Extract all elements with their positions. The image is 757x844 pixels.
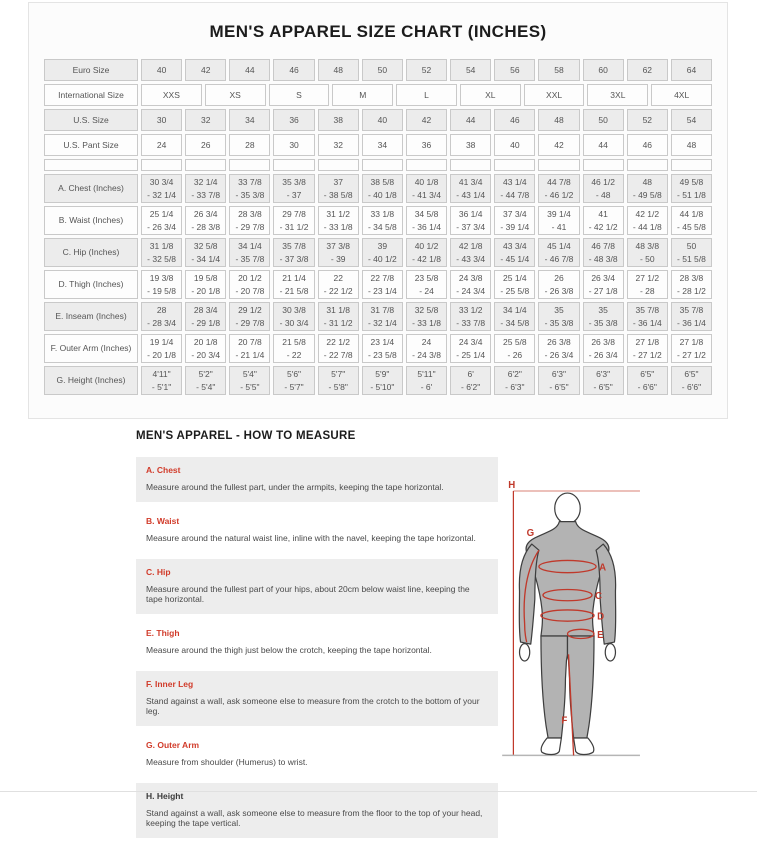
size-cell: 32	[318, 134, 359, 156]
size-cell: 46	[494, 109, 535, 131]
size-range-cell: 28 3/8 - 28 1/2	[671, 270, 712, 299]
size-cell: 38	[450, 134, 491, 156]
size-range-cell: 6'5" - 6'6"	[627, 366, 668, 395]
size-range-cell: 5'9" - 5'10"	[362, 366, 403, 395]
size-cell: 36	[273, 109, 314, 131]
size-range-cell: 24 3/4 - 25 1/4	[450, 334, 491, 363]
table-row	[44, 134, 712, 156]
size-chart-table	[44, 59, 712, 395]
diagram-label-waist: C	[595, 591, 603, 603]
size-range-cell: 26 3/8 - 26 3/4	[583, 334, 624, 363]
empty-cell	[627, 159, 668, 171]
size-range-cell: 41 - 42 1/2	[583, 206, 624, 235]
size-cell: 48	[671, 134, 712, 156]
size-cell: 34	[362, 134, 403, 156]
table-row	[44, 159, 712, 171]
diagram-label-chest: A	[599, 562, 607, 574]
table-row	[44, 270, 712, 299]
size-range-cell: 44 7/8 - 46 1/2	[538, 174, 579, 203]
size-range-cell: 22 - 22 1/2	[318, 270, 359, 299]
size-cell: 38	[318, 109, 359, 131]
size-range-cell: 40 1/8 - 41 3/4	[406, 174, 447, 203]
table-row	[44, 334, 712, 363]
table-row	[44, 59, 712, 81]
table-row	[44, 302, 712, 331]
size-range-cell: 27 1/2 - 28	[627, 270, 668, 299]
size-cell: 34	[229, 109, 270, 131]
size-range-cell: 43 1/4 - 44 7/8	[494, 174, 535, 203]
figure-left-foot	[541, 738, 561, 754]
measure-item-text: Stand against a wall, ask someone else to measure from the crotch to the bottom of your leg.	[146, 696, 480, 716]
size-range-cell: 29 1/2 - 29 7/8	[229, 302, 270, 331]
size-cell: 56	[494, 59, 535, 81]
size-range-cell: 32 5/8 - 34 1/4	[185, 238, 226, 267]
size-range-cell: 25 5/8 - 26	[494, 334, 535, 363]
size-range-cell: 48 3/8 - 50	[627, 238, 668, 267]
size-range-cell: 5'6" - 5'7"	[273, 366, 314, 395]
size-range-cell: 27 1/8 - 27 1/2	[671, 334, 712, 363]
size-cell: 44	[450, 109, 491, 131]
figure-right-foot	[574, 738, 594, 754]
size-range-cell: 42 1/8 - 43 3/4	[450, 238, 491, 267]
measure-item-text: Measure around the natural waist line, inline with the navel, keeping the tape horizontal.	[146, 533, 476, 543]
size-cell: XXS	[141, 84, 202, 106]
size-range-cell: 29 7/8 - 31 1/2	[273, 206, 314, 235]
size-range-cell: 5'2" - 5'4"	[185, 366, 226, 395]
size-cell: 30	[273, 134, 314, 156]
size-cell: 3XL	[587, 84, 648, 106]
size-cell: 60	[583, 59, 624, 81]
size-range-cell: 34 1/4 - 35 7/8	[229, 238, 270, 267]
size-cell: 46	[627, 134, 668, 156]
size-cell: 50	[362, 59, 403, 81]
size-range-cell: 35 3/8 - 37	[273, 174, 314, 203]
size-range-cell: 35 7/8 - 36 1/4	[627, 302, 668, 331]
size-cell: 32	[185, 109, 226, 131]
measure-item-title: G. Outer Arm	[146, 740, 200, 750]
size-cell: 36	[406, 134, 447, 156]
size-range-cell: 31 7/8 - 32 1/4	[362, 302, 403, 331]
row-label: A. Chest (Inches)	[44, 174, 138, 203]
size-range-cell: 32 5/8 - 33 1/8	[406, 302, 447, 331]
size-range-cell: 33 7/8 - 35 3/8	[229, 174, 270, 203]
measure-item	[136, 457, 498, 502]
measure-item-text: Measure around the thigh just below the crotch, keeping the tape horizontal.	[146, 645, 432, 655]
size-cell: XL	[460, 84, 521, 106]
size-range-cell: 50 - 51 5/8	[671, 238, 712, 267]
size-range-cell: 48 - 49 5/8	[627, 174, 668, 203]
size-range-cell: 30 3/8 - 30 3/4	[273, 302, 314, 331]
size-cell: 48	[538, 109, 579, 131]
size-range-cell: 32 1/4 - 33 7/8	[185, 174, 226, 203]
empty-cell	[141, 159, 182, 171]
measure-heading: MEN'S APPAREL - HOW TO MEASURE	[136, 430, 356, 442]
size-range-cell: 42 1/2 - 44 1/8	[627, 206, 668, 235]
size-cell: 40	[141, 59, 182, 81]
size-cell: XXL	[524, 84, 585, 106]
row-label: C. Hip (Inches)	[44, 238, 138, 267]
size-range-cell: 28 - 28 3/4	[141, 302, 182, 331]
page-bottom-divider	[0, 791, 757, 792]
size-range-cell: 49 5/8 - 51 1/8	[671, 174, 712, 203]
size-cell: 48	[318, 59, 359, 81]
size-cell: 64	[671, 59, 712, 81]
size-range-cell: 26 3/4 - 27 1/8	[583, 270, 624, 299]
size-range-cell: 26 3/4 - 28 3/8	[185, 206, 226, 235]
empty-cell	[273, 159, 314, 171]
table-row	[44, 238, 712, 267]
size-range-cell: 5'4" - 5'5"	[229, 366, 270, 395]
size-cell: 46	[273, 59, 314, 81]
size-cell: 42	[406, 109, 447, 131]
size-range-cell: 37 3/8 - 39	[318, 238, 359, 267]
table-row	[44, 206, 712, 235]
size-range-cell: 40 1/2 - 42 1/8	[406, 238, 447, 267]
size-range-cell: 22 1/2 - 22 7/8	[318, 334, 359, 363]
size-range-cell: 25 1/4 - 25 5/8	[494, 270, 535, 299]
size-range-cell: 33 1/8 - 34 5/8	[362, 206, 403, 235]
empty-cell	[318, 159, 359, 171]
size-chart-panel	[28, 2, 728, 419]
size-range-cell: 19 1/4 - 20 1/8	[141, 334, 182, 363]
size-cell: 26	[185, 134, 226, 156]
empty-cell	[583, 159, 624, 171]
body-figure-svg	[494, 460, 642, 767]
size-range-cell: 25 1/4 - 26 3/4	[141, 206, 182, 235]
table-row	[44, 174, 712, 203]
measure-item-text: Measure around the fullest part, under the armpits, keeping the tape horizontal.	[146, 482, 444, 492]
size-range-cell: 37 - 38 5/8	[318, 174, 359, 203]
measure-item-title: A. Chest	[146, 465, 181, 475]
size-cell: 50	[583, 109, 624, 131]
size-range-cell: 34 1/4 - 34 5/8	[494, 302, 535, 331]
size-cell: 28	[229, 134, 270, 156]
empty-cell	[671, 159, 712, 171]
size-range-cell: 6'3" - 6'5"	[583, 366, 624, 395]
size-range-cell: 30 3/4 - 32 1/4	[141, 174, 182, 203]
row-label: U.S. Size	[44, 109, 138, 131]
size-range-cell: 45 1/4 - 46 7/8	[538, 238, 579, 267]
size-cell: S	[269, 84, 330, 106]
empty-cell	[362, 159, 403, 171]
diagram-label-inner-leg: F	[561, 715, 568, 727]
size-cell: M	[332, 84, 393, 106]
measure-item-text: Measure around the fullest part of your hips, about 20cm below waist line, keeping the tape horizontal.	[146, 584, 470, 604]
row-label: G. Height (Inches)	[44, 366, 138, 395]
measure-item-title: F. Inner Leg	[146, 679, 194, 689]
size-range-cell: 22 7/8 - 23 1/4	[362, 270, 403, 299]
body-measurement-diagram	[494, 460, 642, 767]
size-range-cell: 37 3/4 - 39 1/4	[494, 206, 535, 235]
table-row	[44, 109, 712, 131]
page-title: MEN'S APPAREL SIZE CHART (INCHES)	[209, 22, 547, 41]
row-label	[44, 159, 138, 171]
figure-head	[555, 493, 581, 524]
row-label: Euro Size	[44, 59, 138, 81]
measure-item-title: E. Thigh	[146, 628, 180, 638]
figure-right-hand	[605, 644, 615, 661]
size-range-cell: 21 5/8 - 22	[273, 334, 314, 363]
size-range-cell: 35 7/8 - 36 1/4	[671, 302, 712, 331]
size-range-cell: 20 1/8 - 20 3/4	[185, 334, 226, 363]
size-cell: 44	[583, 134, 624, 156]
row-label: E. Inseam (Inches)	[44, 302, 138, 331]
diagram-label-thigh: E	[597, 629, 604, 641]
empty-cell	[494, 159, 535, 171]
measure-item	[136, 732, 498, 777]
size-range-cell: 23 5/8 - 24	[406, 270, 447, 299]
table-row	[44, 366, 712, 395]
size-range-cell: 21 1/4 - 21 5/8	[273, 270, 314, 299]
size-range-cell: 28 3/4 - 29 1/8	[185, 302, 226, 331]
size-range-cell: 44 1/8 - 45 5/8	[671, 206, 712, 235]
row-label: B. Waist (Inches)	[44, 206, 138, 235]
size-range-cell: 31 1/2 - 33 1/8	[318, 206, 359, 235]
measure-item	[136, 508, 498, 553]
empty-cell	[450, 159, 491, 171]
figure-left-hand	[520, 644, 530, 661]
size-cell: 52	[406, 59, 447, 81]
empty-cell	[538, 159, 579, 171]
size-cell: 40	[362, 109, 403, 131]
size-range-cell: 5'11" - 6'	[406, 366, 447, 395]
size-range-cell: 4'11" - 5'1"	[141, 366, 182, 395]
empty-cell	[185, 159, 226, 171]
size-range-cell: 6'3" - 6'5"	[538, 366, 579, 395]
size-range-cell: 39 - 40 1/2	[362, 238, 403, 267]
size-range-cell: 19 3/8 - 19 5/8	[141, 270, 182, 299]
empty-cell	[229, 159, 270, 171]
size-cell: L	[396, 84, 457, 106]
size-cell: 44	[229, 59, 270, 81]
size-range-cell: 33 1/2 - 33 7/8	[450, 302, 491, 331]
size-range-cell: 6'5" - 6'6"	[671, 366, 712, 395]
size-cell: 42	[185, 59, 226, 81]
size-cell: 24	[141, 134, 182, 156]
size-range-cell: 20 7/8 - 21 1/4	[229, 334, 270, 363]
row-label: U.S. Pant Size	[44, 134, 138, 156]
size-range-cell: 35 7/8 - 37 3/8	[273, 238, 314, 267]
diagram-label-hip: D	[597, 611, 605, 623]
size-cell: 4XL	[651, 84, 712, 106]
size-range-cell: 24 3/8 - 24 3/4	[450, 270, 491, 299]
measure-item-text: Measure from shoulder (Humerus) to wrist.	[146, 757, 308, 767]
size-cell: 54	[671, 109, 712, 131]
size-range-cell: 26 3/8 - 26 3/4	[538, 334, 579, 363]
measure-item	[136, 559, 498, 614]
measure-item-title: H. Height	[146, 791, 184, 801]
size-range-cell: 31 1/8 - 32 5/8	[141, 238, 182, 267]
table-row	[44, 84, 712, 106]
size-range-cell: 24 - 24 3/8	[406, 334, 447, 363]
measure-item	[136, 671, 498, 726]
row-label: D. Thigh (Inches)	[44, 270, 138, 299]
row-label: F. Outer Arm (Inches)	[44, 334, 138, 363]
size-range-cell: 38 5/8 - 40 1/8	[362, 174, 403, 203]
size-cell: 58	[538, 59, 579, 81]
empty-cell	[406, 159, 447, 171]
size-cell: XS	[205, 84, 266, 106]
size-cell: 30	[141, 109, 182, 131]
diagram-label-height: H	[508, 479, 516, 491]
size-cell: 40	[494, 134, 535, 156]
size-range-cell: 23 1/4 - 23 5/8	[362, 334, 403, 363]
figure-left-arm	[519, 544, 539, 644]
size-range-cell: 43 3/4 - 45 1/4	[494, 238, 535, 267]
size-range-cell: 36 1/4 - 37 3/4	[450, 206, 491, 235]
size-range-cell: 46 1/2 - 48	[583, 174, 624, 203]
size-range-cell: 31 1/8 - 31 1/2	[318, 302, 359, 331]
size-cell: 42	[538, 134, 579, 156]
size-range-cell: 46 7/8 - 48 3/8	[583, 238, 624, 267]
measure-item-text: Stand against a wall, ask someone else to measure from the floor to the top of your head, keeping the tape vertical.	[146, 808, 483, 828]
size-range-cell: 39 1/4 - 41	[538, 206, 579, 235]
measure-item-title: B. Waist	[146, 516, 180, 526]
size-range-cell: 20 1/2 - 20 7/8	[229, 270, 270, 299]
size-cell: 54	[450, 59, 491, 81]
size-range-cell: 26 - 26 3/8	[538, 270, 579, 299]
size-cell: 62	[627, 59, 668, 81]
size-range-cell: 19 5/8 - 20 1/8	[185, 270, 226, 299]
size-range-cell: 34 5/8 - 36 1/4	[406, 206, 447, 235]
size-range-cell: 35 - 35 3/8	[583, 302, 624, 331]
size-range-cell: 5'7" - 5'8"	[318, 366, 359, 395]
size-cell: 52	[627, 109, 668, 131]
size-range-cell: 6' - 6'2"	[450, 366, 491, 395]
size-range-cell: 35 - 35 3/8	[538, 302, 579, 331]
size-range-cell: 6'2" - 6'3"	[494, 366, 535, 395]
size-range-cell: 41 3/4 - 43 1/4	[450, 174, 491, 203]
how-to-measure-section	[136, 430, 642, 844]
measure-item-title: C. Hip	[146, 567, 171, 577]
size-range-cell: 27 1/8 - 27 1/2	[627, 334, 668, 363]
diagram-label-outer-arm: G	[526, 527, 535, 539]
measure-guide-list	[136, 457, 498, 838]
size-range-cell: 28 3/8 - 29 7/8	[229, 206, 270, 235]
measure-item	[136, 620, 498, 665]
row-label: International Size	[44, 84, 138, 106]
